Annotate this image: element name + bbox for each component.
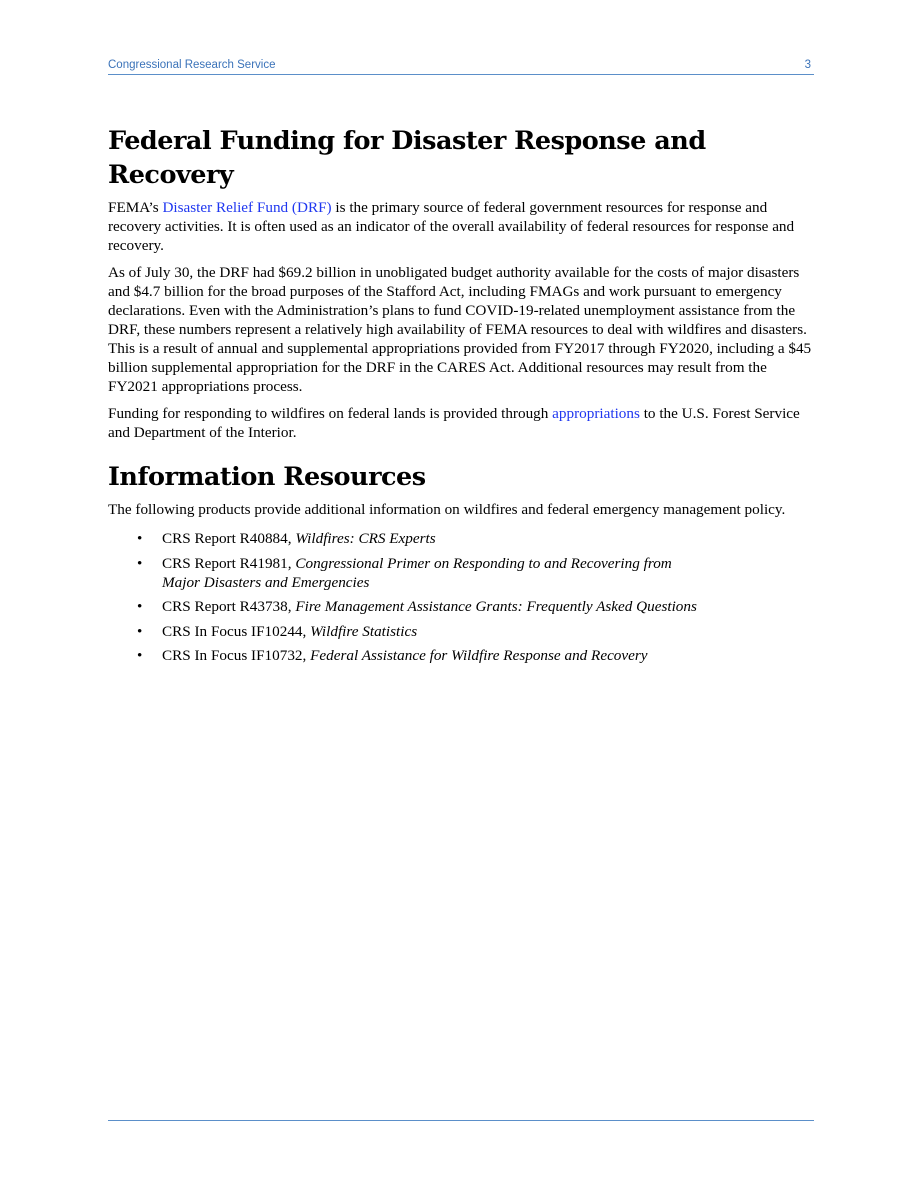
bullet-icon: • xyxy=(137,647,143,664)
report-title: Wildfires: CRS Experts xyxy=(295,530,436,547)
report-id: CRS Report R43738, xyxy=(162,598,296,615)
list-item xyxy=(108,529,816,548)
bullet-icon: • xyxy=(137,530,143,547)
appropriations-link[interactable]: appropriations xyxy=(552,405,640,422)
report-id: CRS In Focus IF10732, xyxy=(162,647,311,664)
report-id: CRS In Focus IF10244, xyxy=(162,622,311,640)
section-heading-funding: Federal Funding for Disaster Response and Recovery xyxy=(108,126,706,190)
report-title: Wildfire Statistics xyxy=(310,622,418,640)
header-title: Congressional Research Service xyxy=(108,59,276,71)
page-number: 3 xyxy=(804,59,811,71)
report-id: CRS Report R41981, xyxy=(162,554,296,572)
paragraph-text: to the U.S. Forest Service and Department of the Interior. xyxy=(108,405,800,441)
paragraph-drf-intro xyxy=(108,198,816,255)
report-list xyxy=(108,529,816,665)
list-item xyxy=(108,597,816,616)
paragraph-text: Funding for responding to wildfires on federal lands is provided through xyxy=(108,405,553,422)
section-heading-resources: Information Resources xyxy=(108,462,426,492)
bullet-icon: • xyxy=(137,598,143,615)
report-title: Federal Assistance for Wildfire Response and Recovery xyxy=(310,647,648,664)
report-title: Fire Management Assistance Grants: Frequently Asked Questions xyxy=(295,598,697,615)
bullet-icon: • xyxy=(137,554,143,572)
report-title-continued: Major Disasters and Emergencies xyxy=(162,573,370,591)
paragraph-text: is the primary source of federal government resources for response and recovery activities. It is often used as an indicator of the overall availability of federal resources for response and recovery. xyxy=(108,199,795,254)
report-id: CRS Report R40884, xyxy=(162,530,296,547)
paragraph-resources-intro: The following products provide additional information on wildfires and federal emergency management policy. xyxy=(108,501,786,518)
bullet-icon: • xyxy=(137,622,143,640)
report-title: Congressional Primer on Responding to and Recovering from xyxy=(295,554,672,572)
list-item xyxy=(108,554,816,592)
page-header xyxy=(108,57,814,75)
paragraph-drf-balance: As of July 30, the DRF had $69.2 billion in unobligated budget authority available for the costs of major disasters and $4.7 billion for the broad purposes of the Stafford Act, including FMAGs and work pursuant to emergency declarations. Even with the Administration’s plans to fund COVID-19-related unemployment assistance from the DRF, these numbers represent a relatively high availability of FEMA resources to deal with wildfires and disasters. This is a result of annual and supplemental appropriations provided from FY2017 through FY2020, including a $45 billion supplemental appropriation for the DRF in the CARES Act. Additional resources may result from the FY2021 appropriations process. xyxy=(108,264,812,395)
paragraph-text: FEMA’s xyxy=(108,199,163,216)
document-body xyxy=(108,124,816,671)
disaster-relief-fund-link[interactable]: Disaster Relief Fund (DRF) xyxy=(162,199,332,216)
list-item xyxy=(108,646,816,665)
list-item xyxy=(108,622,816,641)
footer-rule xyxy=(108,1120,814,1121)
paragraph-wildfire-funding xyxy=(108,404,816,442)
